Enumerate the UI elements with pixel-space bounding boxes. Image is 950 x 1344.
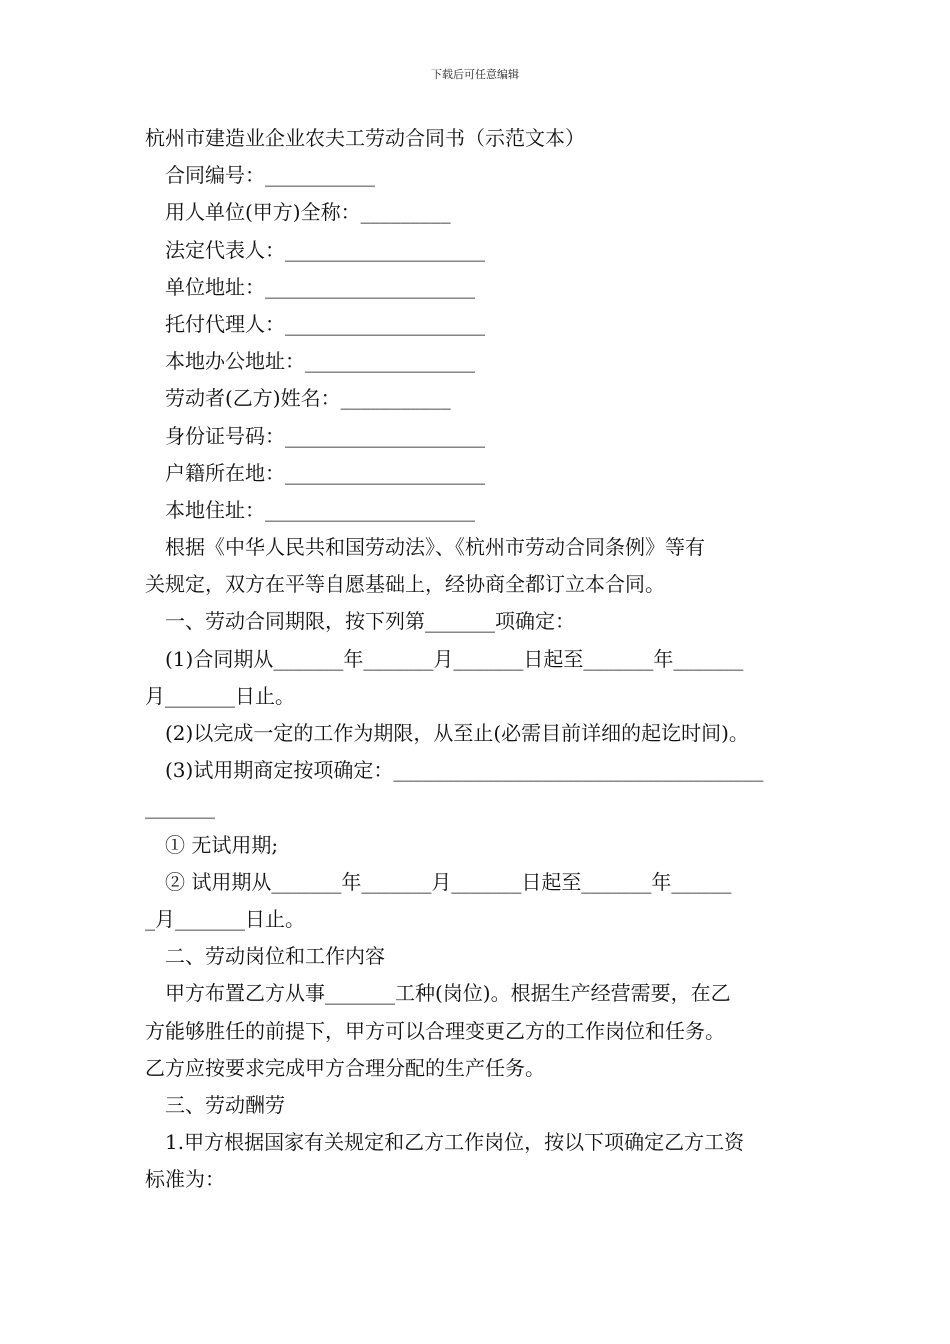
term-option-1-line-1: (1)合同期从_______年_______月_______日起至_______年_______	[165, 646, 744, 671]
job-content-line-1: 甲方布置乙方从事_______工种(岗位)。根据生产经营需要，在乙	[165, 981, 731, 1006]
job-content-line-2: 方能够胜任的前提下，甲方可以合理变更乙方的工作岗位和任务。	[145, 1018, 725, 1043]
wage-line-1: 1.甲方根据国家有关规定和乙方工作岗位，按以下项确定乙方工资	[165, 1130, 745, 1155]
term-option-1-line-2: 月_______日止。	[145, 683, 295, 708]
local-address-field: 本地住址：_____________________	[165, 497, 475, 522]
legal-representative-field: 法定代表人：____________________	[165, 237, 485, 262]
contract-number-field: 合同编号：___________	[165, 163, 375, 188]
agent-field: 托付代理人：____________________	[165, 311, 485, 336]
section-3-heading: 三、劳动酬劳	[165, 1092, 285, 1117]
wage-line-2: 标准为：	[145, 1167, 225, 1192]
term-option-2: (2)以完成一定的工作为期限，从至止(必需目前详细的起讫时间)。	[165, 721, 749, 745]
preamble-line-1: 根据《中华人民共和国劳动法》、《杭州市劳动合同条例》等有	[165, 535, 705, 560]
employer-name-field: 用人单位(甲方)全称：_________	[165, 200, 451, 225]
local-office-address-field: 本地办公地址：_________________	[165, 349, 475, 374]
worker-name-field: 劳动者(乙方)姓名：___________	[165, 386, 451, 411]
probation-option-2-line-1: ② 试用期从_______年_______月_______日起至_______年______	[165, 869, 732, 894]
header-note: 下载后可任意编辑	[431, 68, 519, 81]
household-registration-field: 户籍所在地：____________________	[165, 460, 485, 485]
probation-option-1: ① 无试用期;	[165, 832, 279, 857]
probation-line-1: (3)试用期商定按项确定：_____________________________________	[165, 758, 764, 783]
probation-line-2: _______	[145, 795, 215, 820]
employer-address-field: 单位地址：_____________________	[165, 274, 475, 299]
contract-body	[145, 120, 810, 1198]
section-1-heading: 一、劳动合同期限，按下列第_______项确定：	[165, 609, 575, 634]
section-2-heading: 二、劳动岗位和工作内容	[165, 944, 385, 969]
id-number-field: 身份证号码：____________________	[165, 423, 485, 448]
preamble-line-2: 关规定，双方在平等自愿基础上，经协商全都订立本合同。	[145, 572, 665, 597]
probation-option-2-line-2: _月_______日止。	[145, 906, 305, 931]
document-title: 杭州市建造业企业农夫工劳动合同书（示范文本）	[145, 126, 585, 150]
job-content-line-3: 乙方应按要求完成甲方合理分配的生产任务。	[145, 1055, 545, 1080]
